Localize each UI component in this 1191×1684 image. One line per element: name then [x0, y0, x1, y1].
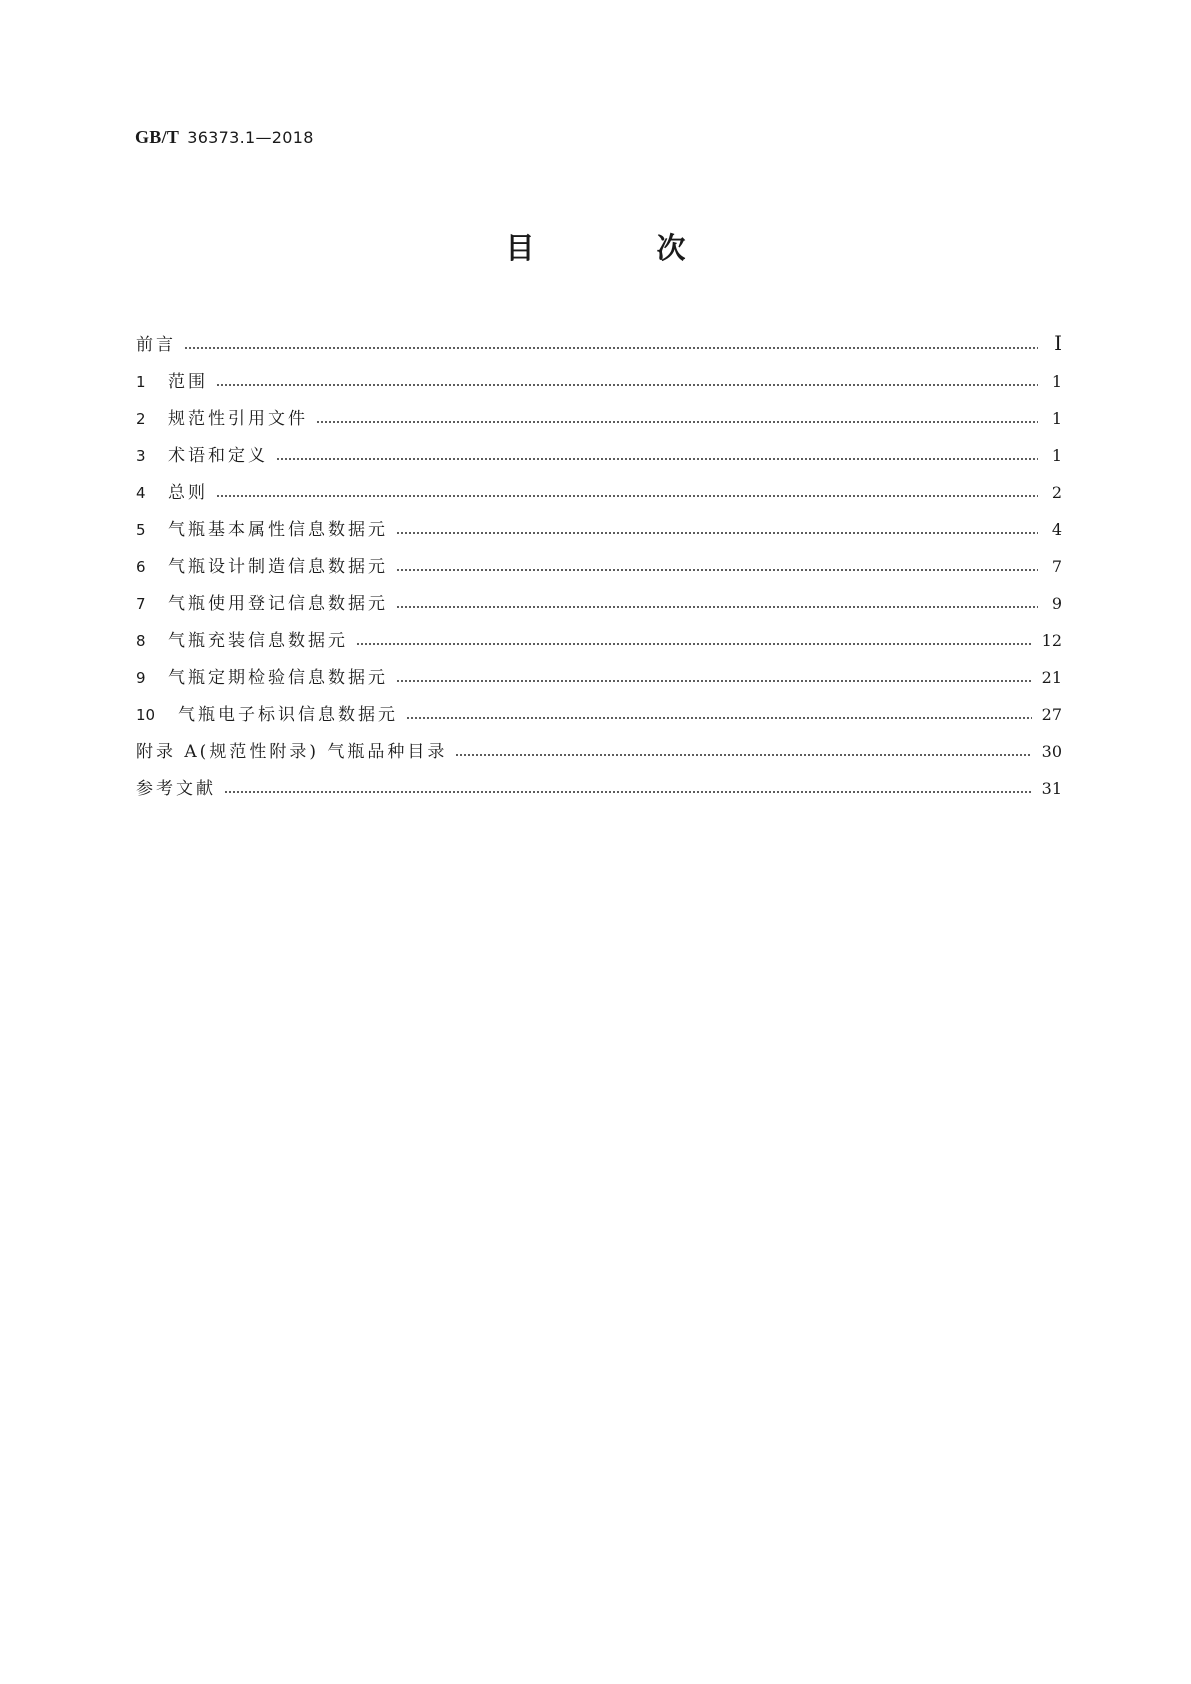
dot-leader [184, 347, 1038, 349]
dot-leader [396, 606, 1038, 608]
toc-entry-label: 规范性引用文件 [168, 409, 308, 429]
toc-entry-normative-references[interactable] [136, 400, 1062, 437]
toc-entry-label: 气瓶定期检验信息数据元 [168, 668, 388, 688]
toc-entry-general[interactable] [136, 474, 1062, 511]
toc-entry-page: 1 [1051, 409, 1062, 428]
toc-entry-scope[interactable] [136, 363, 1062, 400]
toc-entry-number: 6 [136, 558, 146, 576]
toc-entry-page: 1 [1051, 446, 1062, 465]
toc-entry-page: 4 [1051, 520, 1062, 539]
toc-entry-page: 7 [1051, 557, 1062, 576]
toc-entry-bibliography[interactable] [136, 770, 1062, 807]
standard-prefix: GB/T [135, 127, 180, 147]
dot-leader [396, 680, 1032, 682]
toc-entry-number: 1 [136, 373, 146, 391]
dot-leader [216, 495, 1038, 497]
toc-entry-page: 30 [1041, 742, 1062, 761]
toc-entry-page: 31 [1041, 779, 1062, 798]
toc-entry-label: 气瓶电子标识信息数据元 [178, 705, 398, 725]
toc-entry-number: 5 [136, 521, 146, 539]
toc-entry-number: 10 [136, 706, 156, 724]
toc-entry-label: 气瓶使用登记信息数据元 [168, 594, 388, 614]
page-title: 目 次 [505, 231, 742, 265]
dot-leader [224, 791, 1032, 793]
toc-entry-label: 参考文献 [136, 779, 216, 799]
toc-entry-page: 27 [1041, 705, 1062, 724]
toc-entry-use-registration[interactable] [136, 585, 1062, 622]
dot-leader [356, 643, 1032, 645]
toc-entry-number: 3 [136, 447, 146, 465]
toc-entry-annex-a[interactable] [136, 733, 1062, 770]
toc-entry-label: 术语和定义 [168, 446, 268, 466]
toc-entry-foreword[interactable] [136, 326, 1062, 363]
toc-entry-number: 4 [136, 484, 146, 502]
toc-entry-number: 9 [136, 669, 146, 687]
toc-entry-label: 附录 A(规范性附录) 气瓶品种目录 [136, 742, 448, 762]
standard-number: 36373.1—2018 [187, 128, 314, 147]
toc-entry-periodic-inspection[interactable] [136, 659, 1062, 696]
dot-leader [455, 754, 1031, 756]
dot-leader [216, 384, 1038, 386]
toc-entry-page: Ⅰ [1054, 333, 1062, 355]
toc-entry-number: 8 [136, 632, 146, 650]
dot-leader [276, 458, 1038, 460]
toc-entry-page: 21 [1041, 668, 1062, 687]
dot-leader [406, 717, 1032, 719]
table-of-contents [136, 326, 1062, 807]
dot-leader [316, 421, 1038, 423]
toc-entry-page: 9 [1051, 594, 1062, 613]
dot-leader [396, 569, 1038, 571]
toc-entry-label: 气瓶充装信息数据元 [168, 631, 348, 651]
toc-entry-basic-attributes[interactable] [136, 511, 1062, 548]
dot-leader [396, 532, 1038, 534]
toc-entry-label: 范围 [168, 372, 208, 392]
toc-entry-label: 总则 [168, 483, 208, 503]
toc-entry-label: 前言 [136, 335, 176, 355]
toc-entry-page: 12 [1041, 631, 1062, 650]
toc-entry-page: 2 [1051, 483, 1062, 502]
toc-entry-label: 气瓶设计制造信息数据元 [168, 557, 388, 577]
toc-entry-electronic-identification[interactable] [136, 696, 1062, 733]
toc-entry-page: 1 [1051, 372, 1062, 391]
toc-entry-filling[interactable] [136, 622, 1062, 659]
standard-code [135, 127, 314, 148]
toc-entry-design-manufacture[interactable] [136, 548, 1062, 585]
toc-entry-terms-definitions[interactable] [136, 437, 1062, 474]
toc-entry-number: 2 [136, 410, 146, 428]
toc-entry-label: 气瓶基本属性信息数据元 [168, 520, 388, 540]
toc-entry-number: 7 [136, 595, 146, 613]
